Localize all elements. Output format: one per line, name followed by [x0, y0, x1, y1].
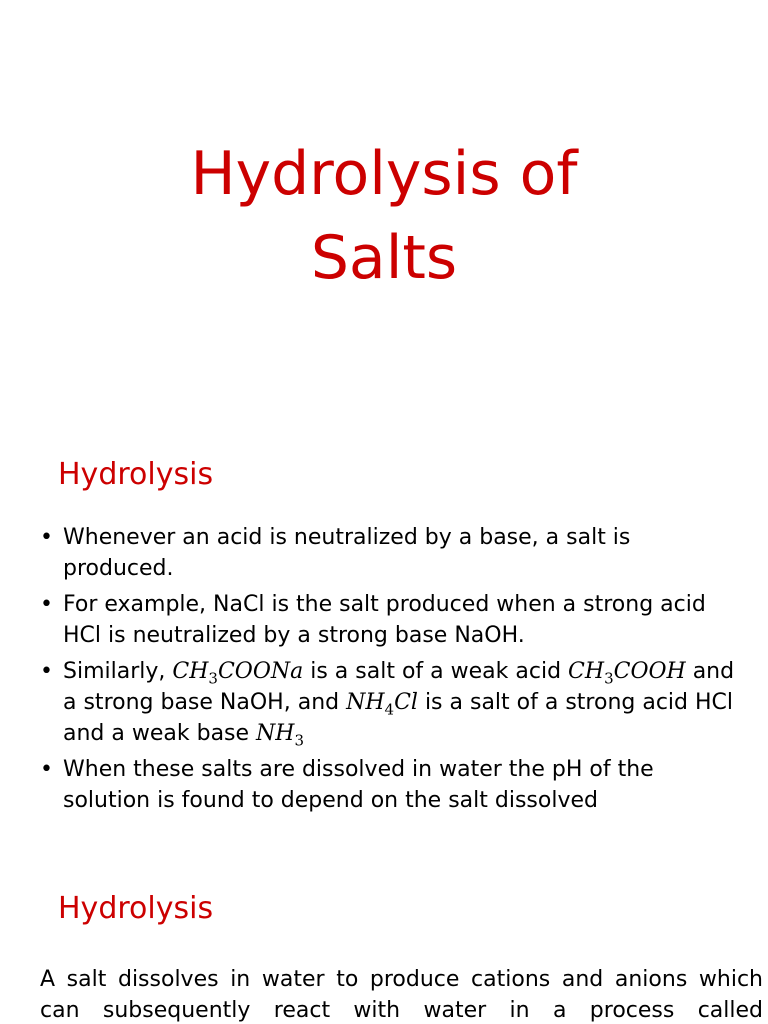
bullet-text: When these salts are dissolved in water the pH of the solution is found to depend on the salt dissolved [63, 757, 654, 813]
bullet-text-part: Similarly, [63, 659, 173, 684]
bullet-dot: • [40, 659, 53, 684]
title-slide [0, 0, 768, 420]
section-heading-hydrolysis-2: Hydrolysis [58, 891, 214, 926]
bullet-item [40, 522, 740, 584]
bullet-text-part: is a salt of a weak acid [303, 659, 569, 684]
body-paragraph: A salt dissolves in water to produce cations and anions which can subsequently react with water in a process called [40, 967, 763, 1023]
bullet-item [40, 656, 740, 749]
formula-sodium-acetate: $CH_3COONa$ [172, 659, 304, 688]
bullet-text: Whenever an acid is neutralized by a base, a salt is produced. [63, 525, 631, 581]
title-line-1: Hydrolysis of [190, 139, 578, 209]
bullet-dot: • [40, 592, 53, 617]
formula-acetic-acid: $CH_3COOH$ [568, 659, 686, 688]
bullet-text-part: is a salt of a strong acid HCl and a weak base [63, 690, 734, 746]
bullet-text-part: and a strong base NaOH, and [63, 659, 735, 715]
bullet-item [40, 754, 740, 816]
section-heading-hydrolysis-1: Hydrolysis [58, 457, 214, 492]
bullet-list [40, 522, 740, 821]
bullet-item [40, 589, 740, 651]
bullet-text: For example, NaCl is the salt produced when a strong acid HCl is neutralized by a strong base NaOH. [63, 592, 706, 648]
bullet-dot: • [40, 525, 53, 550]
bullet-dot: • [40, 757, 53, 782]
title-line-2: Salts [310, 223, 458, 293]
page-title [0, 132, 768, 300]
formula-ammonia: $NH_3$ [256, 721, 305, 750]
formula-ammonium-chloride: $NH_4Cl$ [346, 690, 418, 719]
